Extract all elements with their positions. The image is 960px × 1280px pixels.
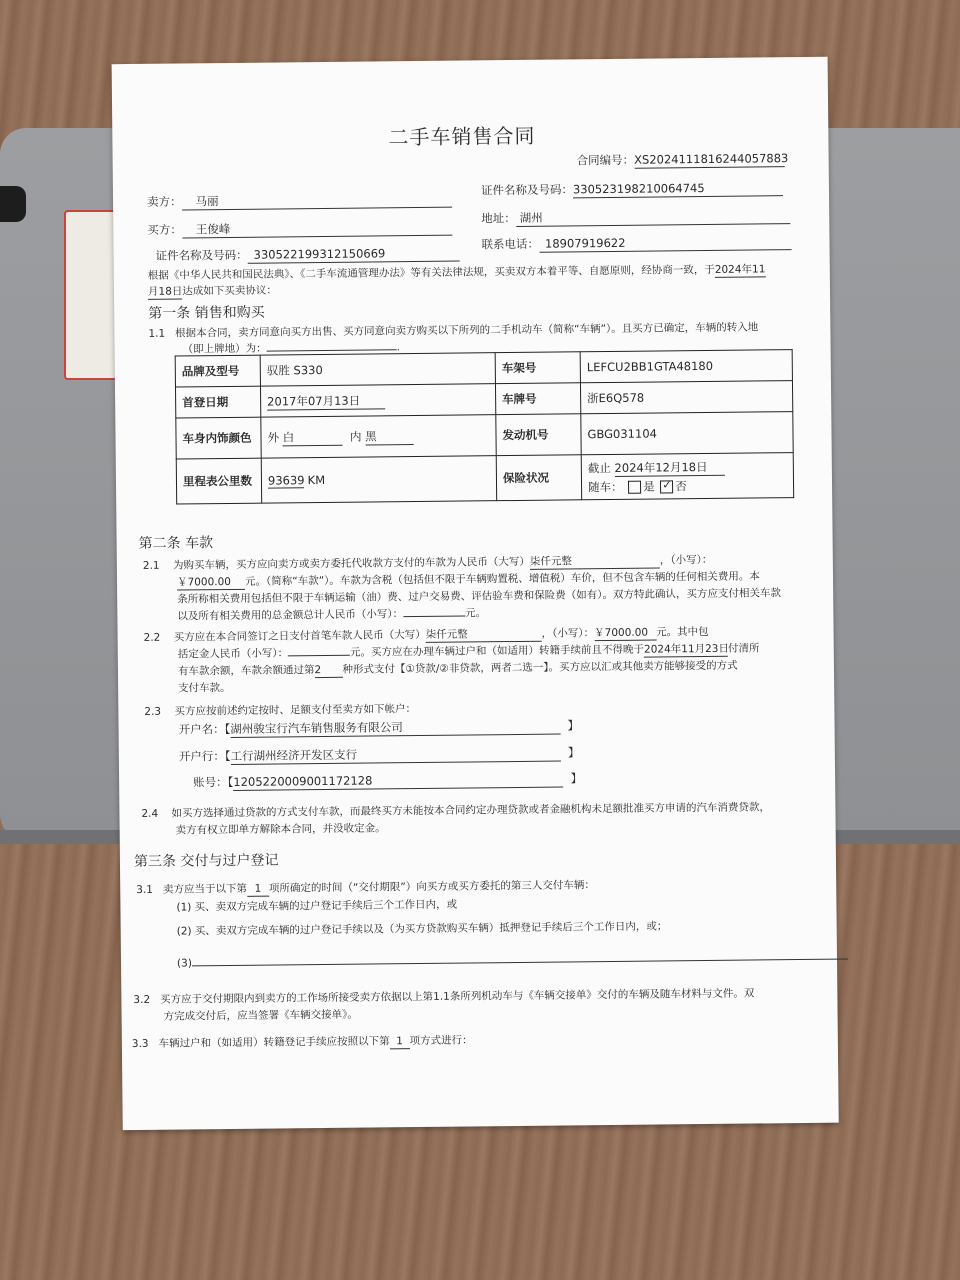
clause-3-1-option-3: (3) xyxy=(177,951,848,971)
preamble-line-1: 根据《中华人民共和国民法典》、《二手车流通管理办法》等有关法律法规，买卖双方本着平等、自愿原则，经协商一致，于2024年11 xyxy=(147,263,766,282)
cable xyxy=(0,186,26,222)
clause-2-4-line-2: 卖方有权立即单方解除本合同，并没收定金。 xyxy=(175,822,386,837)
brand-label: 品牌及型号 xyxy=(175,355,260,387)
phone-row: 联系电话： 18907919622 xyxy=(481,235,791,253)
page-title: 二手车销售合同 xyxy=(388,123,536,150)
engine-label: 发动机号 xyxy=(496,414,581,456)
plate-label: 车牌号 xyxy=(495,383,580,415)
clause-1-1: 1.1 根据本合同，卖方同意向买方出售、买方同意向卖方购买以下所列的二手机动车（简称“车辆”）。且买方已确定，车辆的转入地 xyxy=(148,321,759,340)
plate-value: 浙E6Q578 xyxy=(580,381,792,414)
preamble-line-2: 月18日达成如下买卖协议： xyxy=(147,284,277,298)
mileage-label: 里程表公里数 xyxy=(176,458,261,504)
address-row: 地址： 湖州 xyxy=(481,209,790,227)
seller-id-row: 证件名称及号码：330523198210064745 xyxy=(481,181,783,199)
clause-3-1-option-1: (1) 买、卖双方完成车辆的过户登记手续后三个工作日内，或 xyxy=(176,898,458,914)
contract-number: 合同编号：XS20241118162440578​83 xyxy=(576,151,789,168)
article-1-title: 第一条 销售和购买 xyxy=(148,304,265,322)
clause-3-2: 3.2 买方应于交付期限内到卖方的工作场所接受卖方依据以上第1.1条所列机动车与《车辆交接单》交付的车辆及随车材料与文件。双 xyxy=(133,987,755,1007)
account-number-row: 账号：【1205220009001172128 】 xyxy=(193,771,583,790)
insurance-value: 截止 2024年12月18日 随车： 是 ✓ 否 xyxy=(581,453,793,500)
reg-label: 首登日期 xyxy=(175,386,260,418)
clause-2-1-line-3: 条所称相关费用包括但不限于车辆运输（油）费、过户交易费、评估验车费和保险费（如有）。双方特此确认，买方应支付相关车款 xyxy=(177,587,781,606)
vehicle-table xyxy=(175,349,795,504)
clause-2-2-line-3: 有车款余额，车款余额通过第2 种形式支付【①贷款/②非贷款，两者二选一】。买方应以汇或其他卖方能够接受的方式 xyxy=(177,659,738,678)
color-label: 车身内饰颜色 xyxy=(176,417,261,459)
vin-label: 车架号 xyxy=(495,352,580,384)
clause-1-1-cont: （即上牌地）为： . xyxy=(182,341,400,356)
color-value: 外 白 内 黑 xyxy=(261,415,496,458)
insurance-label: 保险状况 xyxy=(496,455,581,501)
clause-2-2: 2.2 买方应在本合同签订之日支付首笔车款人民币（大写）柒仟元整 ，（小写）：￥7000.00 元。其中包 xyxy=(143,625,709,644)
clause-2-1: 2.1 为购买车辆，买方应向卖方或卖方委托代收款方支付的车款为人民币（大写）柒仟元整 ，（小写）： xyxy=(142,553,713,572)
brand-value: 驭胜 S330 xyxy=(260,353,495,386)
clause-2-1-line-4: 以及所有相关费用的总金额总计人民币（小写）： 元。 xyxy=(177,607,487,623)
clause-2-1-line-2: ￥7000.00 元。（简称“车款”）。车款为含税（包括但不限于车辆购置税、增值税）车价，但不包含车辆的任何相关费用。本 xyxy=(176,570,760,589)
engine-value: GBG031104 xyxy=(581,412,793,455)
clause-2-2-line-2: 括定金人民币（小写）： 元。买方应在办理车辆过户和（如适用）转籍手续前且不得晚于2024年11月23日付清所 xyxy=(177,642,760,661)
clause-3-1-option-2: (2) 买、卖双方完成车辆的过户登记手续以及（为买方贷款购买车辆）抵押登记手续后三个工作日内，或； xyxy=(176,920,668,938)
seller-row: 卖方： 马丽 xyxy=(147,193,452,211)
article-2-title: 第二条 车款 xyxy=(138,535,214,552)
checkbox-no[interactable] xyxy=(660,480,673,493)
clause-2-4: 2.4 如买方选择通过贷款的方式支付车款，而最终买方未能按本合同约定办理贷款或者金融机构未足额批准买方申请的汽车消费贷款， xyxy=(141,801,771,820)
buyer-id-row: 证件名称及号码： 330522199312150669 xyxy=(156,247,460,265)
article-3-title: 第三条 交付与过户登记 xyxy=(133,852,279,871)
account-name-row: 开户名：【湖州骏宝行汽车销售服务有限公司 】 xyxy=(178,718,580,737)
clause-3-3: 3.3 车辆过户和（如适用）转籍登记手续应按照以下第 1 项方式进行： xyxy=(131,1034,473,1051)
clause-3-2-line-2: 方完成交付后，应当签署《车辆交接单》。 xyxy=(163,1008,358,1023)
clause-2-2-line-4: 支付车款。 xyxy=(178,681,231,695)
clause-3-1: 3.1 卖方应当于以下第 1 项所确定的时间（“交付期限”）向买方或买方委托的第三人交付车辆： xyxy=(136,879,595,896)
mileage-value: 93639 KM xyxy=(261,456,496,503)
contract-page xyxy=(112,57,839,1130)
buyer-row: 买方： 王俊峰 xyxy=(147,221,452,239)
vin-value: LEFCU2BB1GTA48180 xyxy=(580,350,792,383)
clause-2-3: 2.3 买方应按前述约定按时、足额支付至卖方如下帐户： xyxy=(144,703,416,718)
reg-value: 2017年07月13日 xyxy=(260,384,495,417)
checkbox-yes[interactable] xyxy=(628,480,641,493)
bank-row: 开户行：【工行湖州经济开发区支行 】 xyxy=(178,745,580,764)
